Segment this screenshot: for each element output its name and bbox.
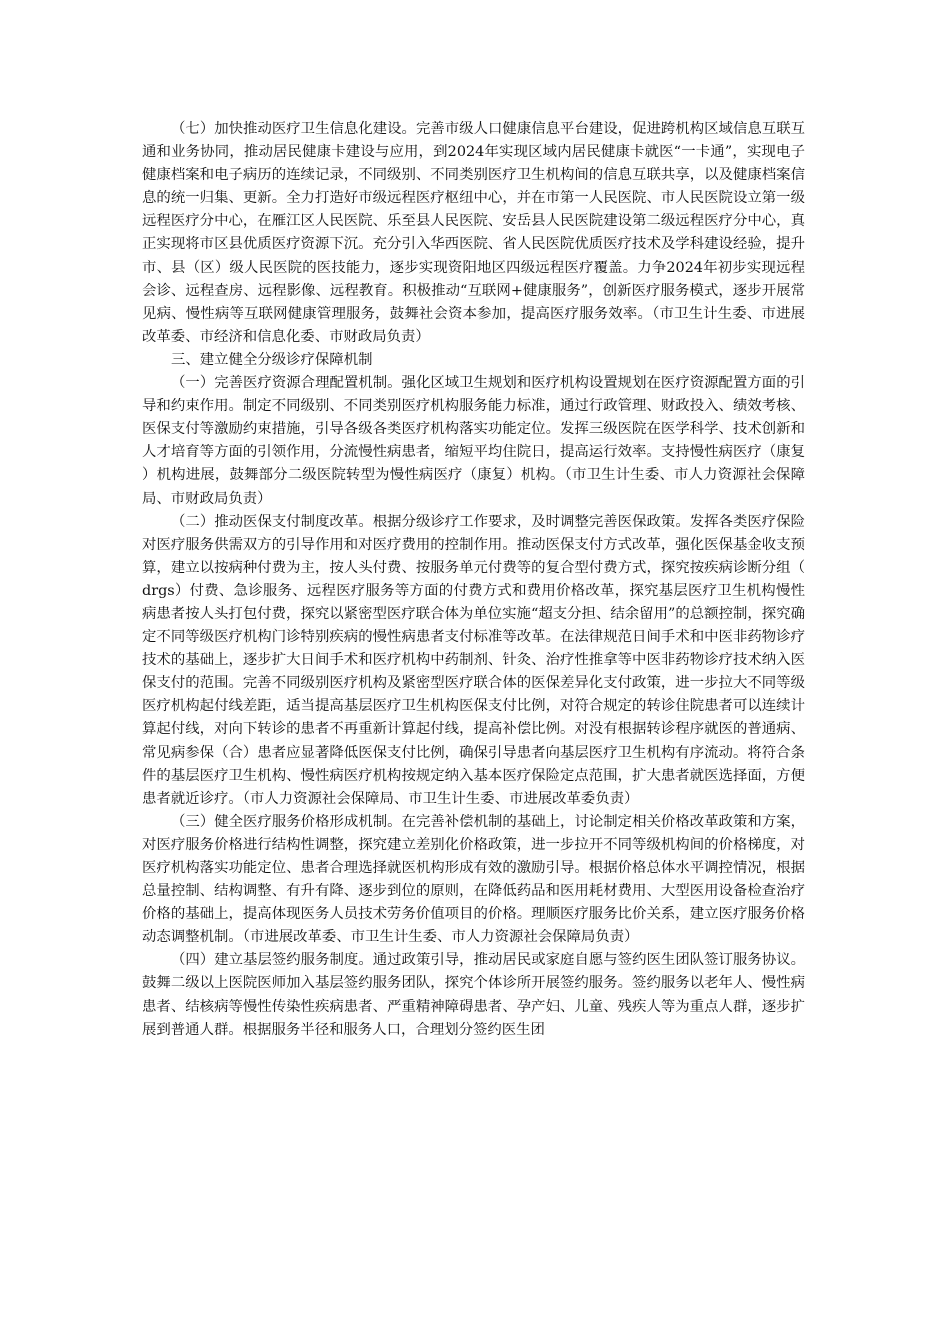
paragraph-insurance-payment: （二）推动医保支付制度改革。根据分级诊疗工作要求，及时调整完善医保政策。发挥各类医疗保险对医疗服务供需双方的引导作用和对医疗费用的控制作用。推动医保支付方式改革，强化医保基金收支预算，建立以按病种付费为主，按人头付费、按服务单元付费等的复合型付费方式，探究按疾病诊断分组（drgs）付费、急诊服务、远程医疗服务等方面的付费方式和费用价格改革，探究基层医疗卫生机构慢性病患者按人头打包付费，探究以紧密型医疗联合体为单位实施“超支分担、结余留用”的总额控制，探究确定不同等级医疗机构门诊特别疾病的慢性病患者支付标准等改革。在法律规范日间手术和中医非药物诊疗技术的基础上，逐步扩大日间手术和医疗机构中药制剂、针灸、治疗性推拿等中医非药物诊疗技术纳入医保支付的范围。完善不同级别医疗机构及紧密型医疗联合体的医保差异化支付政策，进一步拉大不同等级医疗机构起付线差距，适当提高基层医疗卫生机构医保支付比例，对符合规定的转诊住院患者可以连续计算起付线，对向下转诊的患者不再重新计算起付线，提高补偿比例。对没有根据转诊程序就医的普通病、常见病参保（合）患者应显著降低医保支付比例，确保引导患者向基层医疗卫生机构有序流动。将符合条件的基层医疗卫生机构、慢性病医疗机构按规定纳入基本医疗保险定点范围，扩大患者就医选择面，方便患者就近诊疗。（市人力资源社会保障局、市卫生计生委、市进展改革委负责）	[142, 513, 805, 807]
document-page	[142, 118, 805, 1042]
paragraph-pricing-mechanism: （三）健全医疗服务价格形成机制。在完善补偿机制的基础上，讨论制定相关价格改革政策和方案，对医疗服务价格进行结构性调整，探究建立差别化价格政策，进一步拉开不同等级机构间的价格梯度，对医疗机构落实功能定位、患者合理选择就医机构形成有效的激励引导。根据价格总体水平调控情况，根据总量控制、结构调整、有升有降、逐步到位的原则，在降低药品和医用耗材费用、大型医用设备检查治疗价格的基础上，提高体现医务人员技术劳务价值项目的价格。理顺医疗服务比价关系，建立医疗服务价格动态调整机制。（市进展改革委、市卫生计生委、市人力资源社会保障局负责）	[142, 813, 805, 946]
paragraph-resource-allocation: （一）完善医疗资源合理配置机制。强化区域卫生规划和医疗机构设置规划在医疗资源配置方面的引导和约束作用。制定不同级别、不同类别医疗机构服务能力标准，通过行政管理、财政投入、绩效考核、医保支付等激励约束措施，引导各级各类医疗机构落实功能定位。发挥三级医院在医学科学、技术创新和人才培育等方面的引领作用，分流慢性病患者，缩短平均住院日，提高运行效率。支持慢性病医疗（康复）机构进展，鼓舞部分二级医院转型为慢性病医疗（康复）机构。（市卫生计生委、市人力资源社会保障局、市财政局负责）	[142, 375, 805, 507]
section-heading-3: 三、建立健全分级诊疗保障机制	[171, 351, 373, 368]
paragraph-contract-service: （四）建立基层签约服务制度。通过政策引导，推动居民或家庭自愿与签约医生团队签订服务协议。鼓舞二级以上医院医师加入基层签约服务团队，探究个体诊所开展签约服务。签约服务以老年人、慢性病患者、结核病等慢性传染性疾病患者、严重精神障碍患者、孕产妇、儿童、残疾人等为重点人群，逐步扩展到普通人群。根据服务半径和服务人口，合理划分签约医生团	[142, 952, 805, 1038]
paragraph-informatization: （七）加快推动医疗卫生信息化建设。完善市级人口健康信息平台建设，促进跨机构区域信息互联互通和业务协同，推动居民健康卡建设与应用，到2024年实现区域内居民健康卡就医“一卡通”，实现电子健康档案和电子病历的连续记录，不同级别、不同类别医疗卫生机构间的信息互联共享，以及健康档案信息的统一归集、更新。全力打造好市级远程医疗枢纽中心，并在市第一人民医院、市人民医院设立第一级远程医疗分中心，在雁江区人民医院、乐至县人民医院、安岳县人民医院建设第二级远程医疗分中心，真正实现将市区县优质医疗资源下沉。充分引入华西医院、省人民医院优质医疗技术及学科建设经验，提升市、县（区）级人民医院的医技能力，逐步实现资阳地区四级远程医疗覆盖。力争2024年初步实现远程会诊、远程查房、远程影像、远程教育。积极推动“互联网+健康服务”，创新医疗服务模式，逐步开展常见病、慢性病等互联网健康管理服务，鼓舞社会资本参加，提高医疗服务效率。（市卫生计生委、市进展改革委、市经济和信息化委、市财政局负责）	[142, 121, 805, 345]
